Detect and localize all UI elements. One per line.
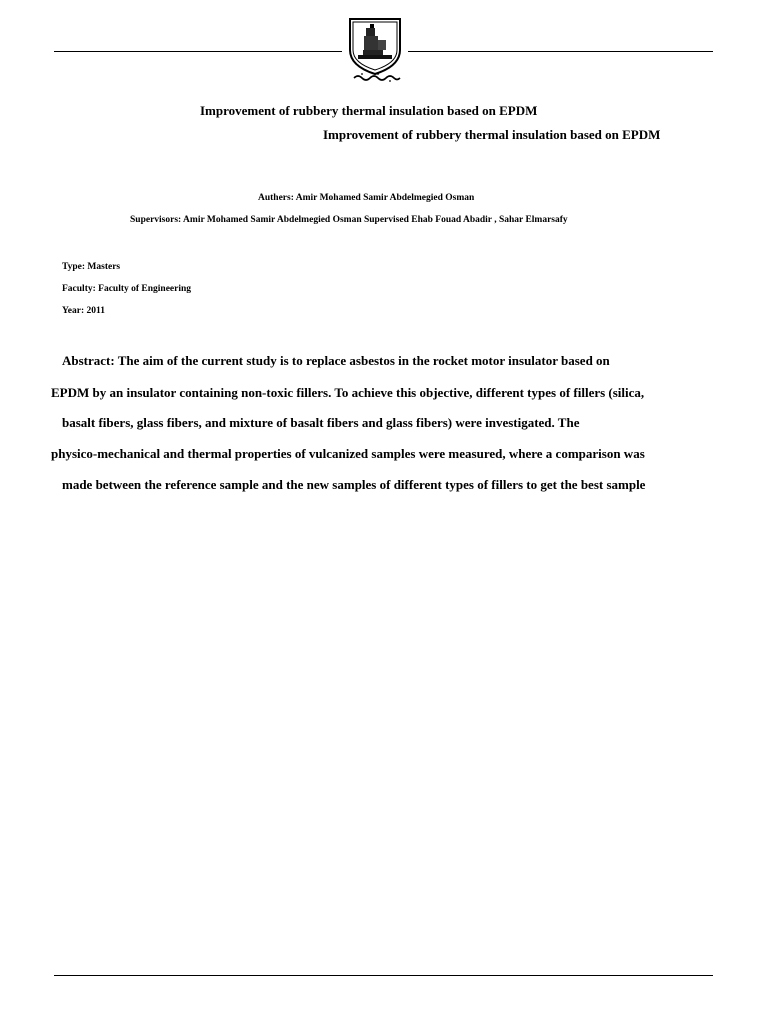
top-divider-right [408, 51, 713, 52]
document-title-repeat: Improvement of rubbery thermal insulation based on EPDM [323, 127, 661, 142]
authors-line: Authers: Amir Mohamed Samir Abdelmegied Osman [258, 193, 475, 203]
type-field: Type: Masters [62, 262, 121, 272]
abstract-line: made between the reference sample and the new samples of different types of fillers to get the best sample [62, 477, 646, 492]
faculty-field: Faculty: Faculty of Engineering [62, 284, 192, 294]
abstract-line: basalt fibers, glass fibers, and mixture of basalt fibers and glass fibers) were investigated. The [62, 415, 580, 430]
abstract-line: Abstract: The aim of the current study is to replace asbestos in the rocket motor insulator based on [62, 353, 610, 368]
university-emblem-icon [344, 16, 406, 82]
abstract-line: physico-mechanical and thermal properties of vulcanized samples were measured, where a comparison was [51, 446, 645, 461]
top-divider-left [54, 51, 342, 52]
abstract-line: EPDM by an insulator containing non-toxic fillers. To achieve this objective, different types of fillers (silica, [51, 385, 645, 400]
supervisors-line: Supervisors: Amir Mohamed Samir Abdelmegied Osman Supervised Ehab Fouad Abadir , Sahar Elmarsafy [130, 215, 568, 225]
document-title: Improvement of rubbery thermal insulation based on EPDM [200, 103, 538, 118]
year-field: Year: 2011 [62, 306, 106, 316]
bottom-divider [54, 975, 713, 976]
